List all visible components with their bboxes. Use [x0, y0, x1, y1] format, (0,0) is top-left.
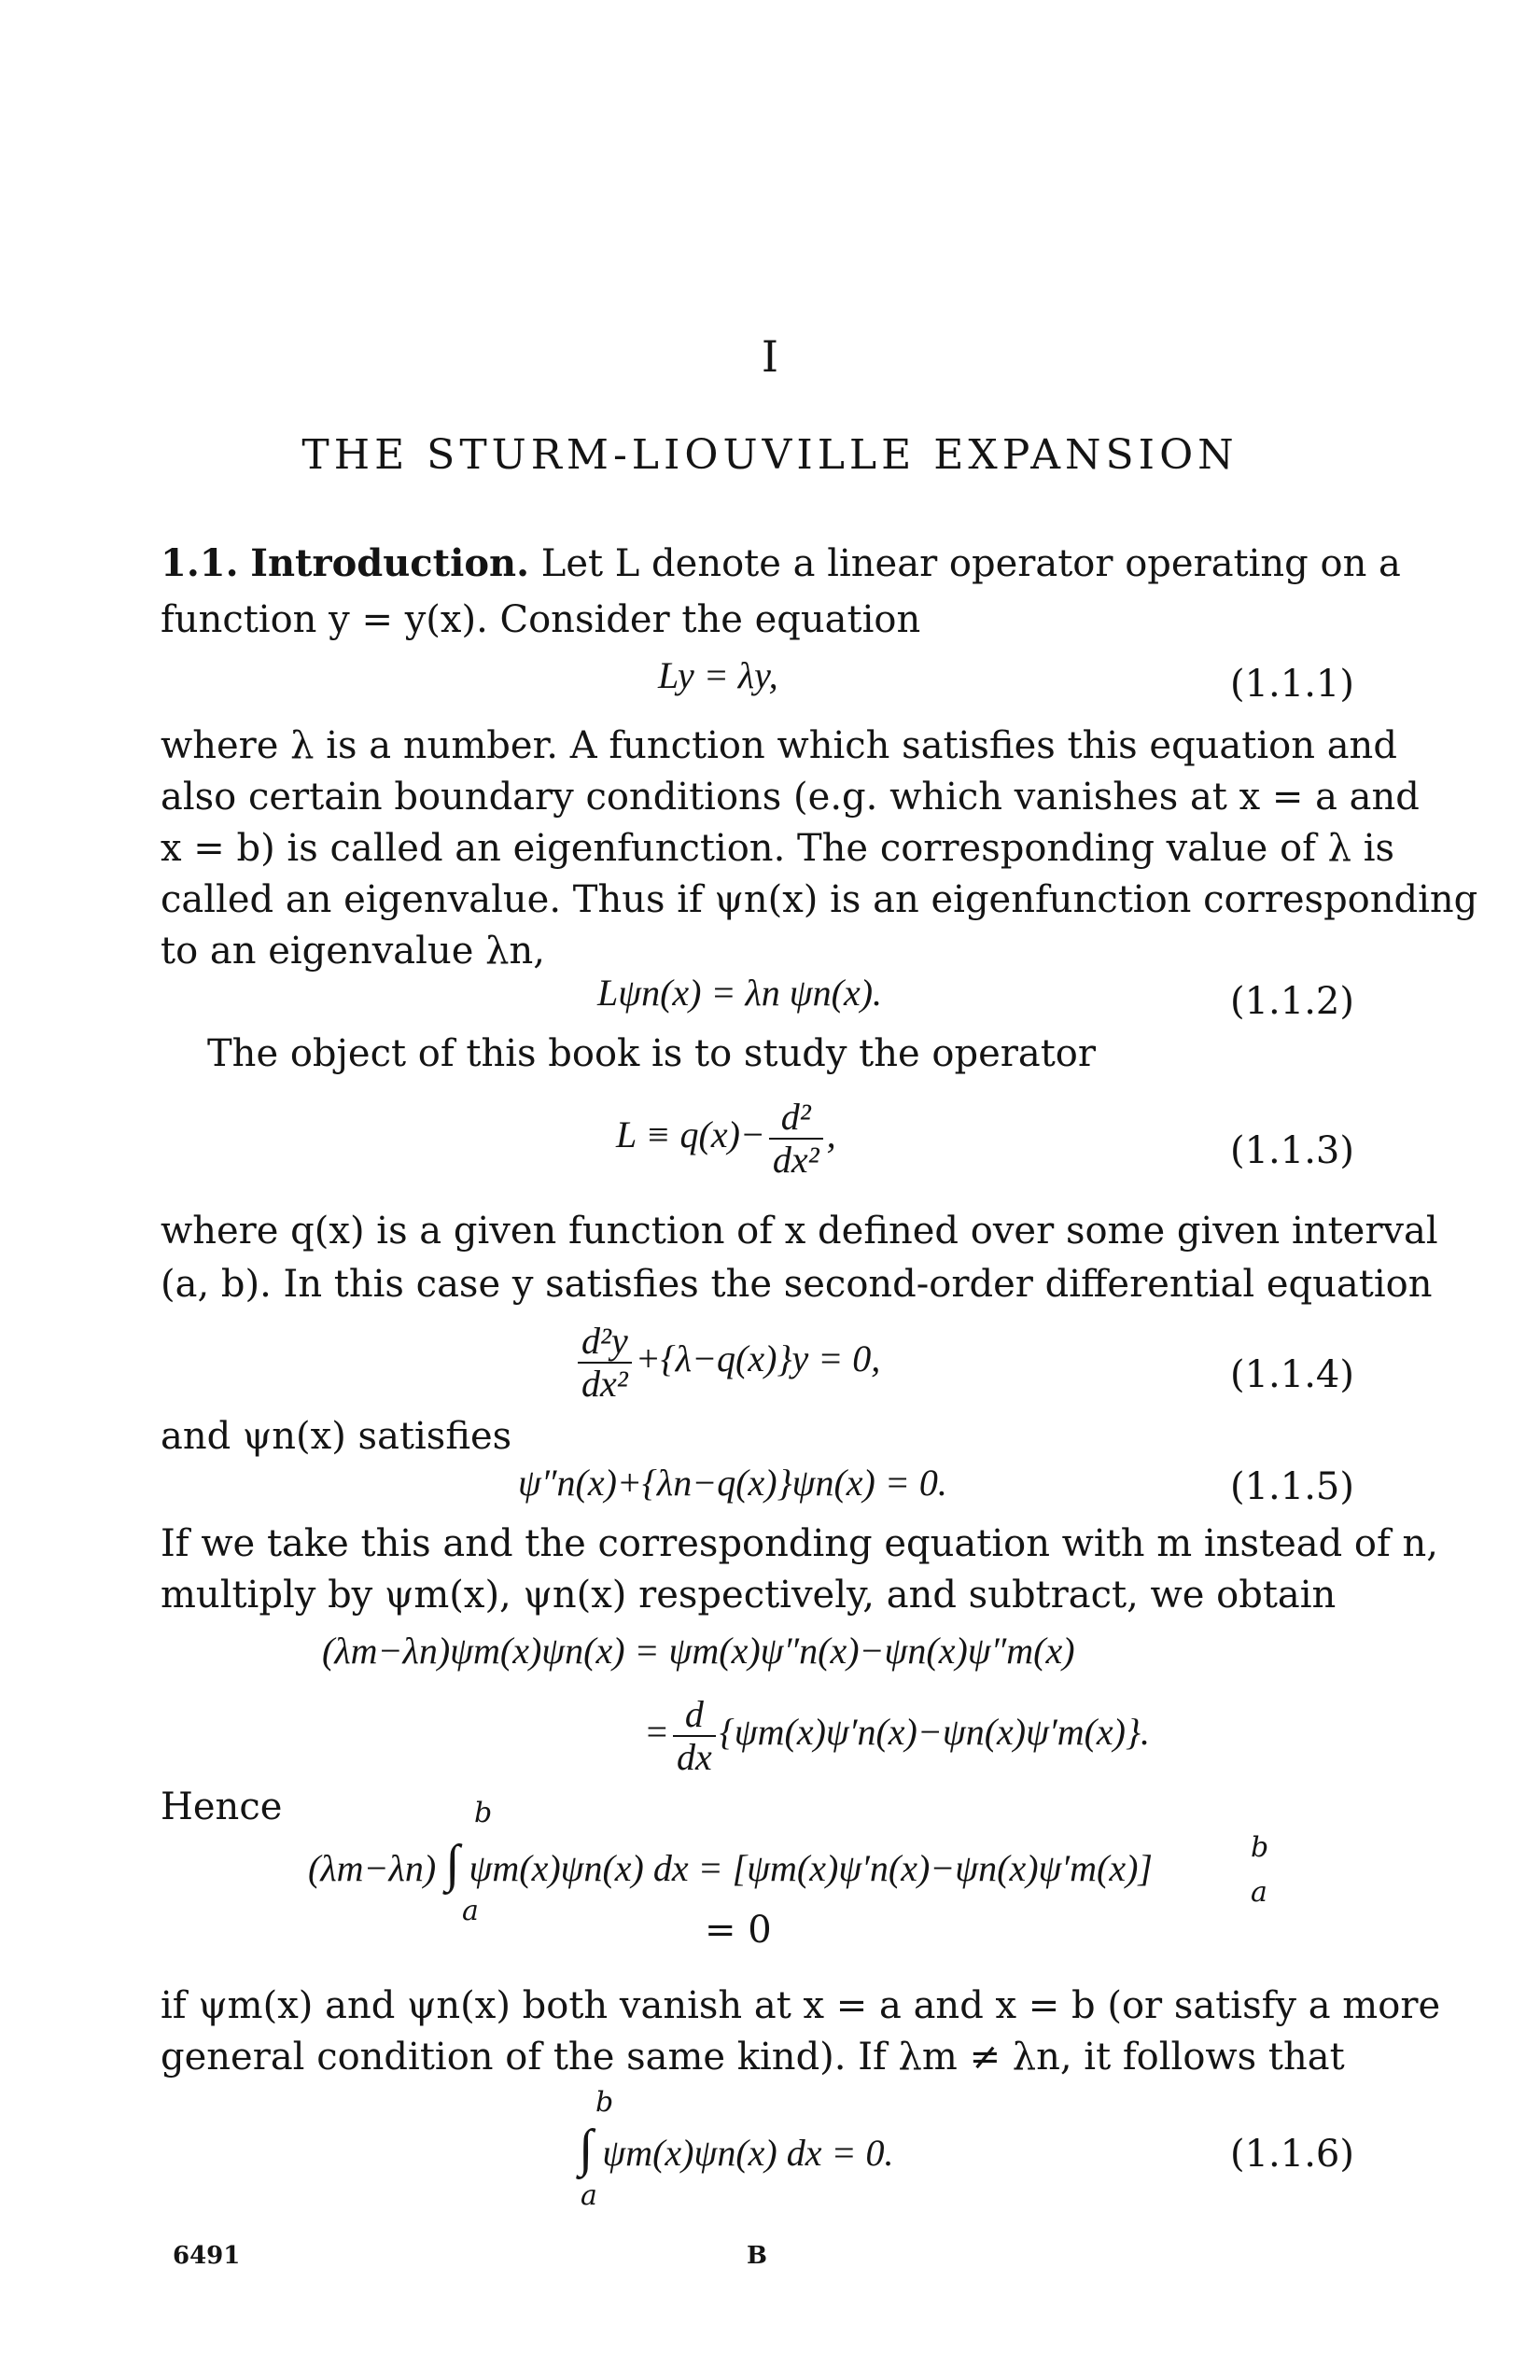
fraction-denominator: dx² — [581, 1363, 628, 1405]
paragraph-1-line-1: where λ is a number. A function which satisfies this equation and — [161, 724, 1397, 767]
section-text-line1: Let L denote a linear operator operating on a — [540, 542, 1401, 585]
equation-1-1-3 — [616, 1097, 836, 1181]
paragraph-6-line-2: general condition of the same kind). If λm ≠ λn, it follows that — [161, 2036, 1345, 2079]
equation-label-1-1-1: (1.1.1) — [1230, 663, 1354, 706]
fraction-numerator: d — [673, 1694, 716, 1737]
integral-sign-icon: ∫ — [579, 2120, 594, 2177]
paragraph-3-line-2: (a, b). In this case y satisfies the second-order differential equation — [161, 1263, 1433, 1306]
equation-1-1-4-rest: +{λ−q(x)}y = 0, — [635, 1337, 881, 1380]
section-number: 1.1. — [161, 541, 239, 585]
paragraph-2: The object of this book is to study the operator — [207, 1032, 1096, 1075]
integral-upper-limit: b — [474, 1797, 493, 1829]
equation-1-1-3-tail: , — [826, 1113, 836, 1156]
integral-equation — [308, 1834, 1153, 1894]
equation-1-1-1: Ly = λy, — [658, 654, 778, 696]
equation-1-1-3-lhs: L ≡ q(x)− — [616, 1113, 765, 1156]
section-intro-line — [161, 541, 1401, 586]
equation-1-1-3-fraction — [769, 1097, 823, 1181]
bracket-lower-limit: a — [1251, 1876, 1267, 1909]
paragraph-4: and ψn(x) satisfies — [161, 1415, 512, 1458]
equation-1-1-6 — [579, 2119, 893, 2178]
paragraph-1-line-2: also certain boundary conditions (e.g. which vanishes at x = a and — [161, 776, 1420, 819]
equation-label-1-1-6: (1.1.6) — [1230, 2133, 1354, 2176]
footer-signature-number: 6491 — [173, 2242, 241, 2270]
derivation-equals: = — [644, 1711, 669, 1754]
derivation-line-1: (λm−λn)ψm(x)ψn(x) = ψm(x)ψ″n(x)−ψn(x)ψ″m(x) — [322, 1630, 1075, 1672]
integral-lower-limit: a — [462, 1895, 479, 1927]
equation-label-1-1-3: (1.1.3) — [1230, 1129, 1354, 1172]
equation-label-1-1-2: (1.1.2) — [1230, 980, 1354, 1023]
paragraph-3-line-1: where q(x) is a given function of x defined over some given interval — [161, 1210, 1438, 1253]
equation-1-1-5: ψ″n(x)+{λn−q(x)}ψn(x) = 0. — [518, 1462, 947, 1504]
section-text-line2: function y = y(x). Consider the equation — [161, 598, 921, 641]
derivation-line-2 — [644, 1694, 1150, 1778]
derivation-rest: {ψm(x)ψ′n(x)−ψn(x)ψ′m(x)}. — [719, 1711, 1150, 1754]
integral-1-1-6-upper-limit: b — [595, 2086, 614, 2119]
paragraph-5-line-1: If we take this and the corresponding equation with m instead of n, — [161, 1522, 1438, 1565]
chapter-number: I — [761, 331, 779, 382]
equation-1-1-4 — [574, 1321, 880, 1405]
bracket-upper-limit: b — [1251, 1831, 1269, 1864]
equation-label-1-1-4: (1.1.4) — [1230, 1353, 1354, 1396]
paragraph-1-line-3: x = b) is called an eigenfunction. The corresponding value of λ is — [161, 827, 1395, 870]
fraction-numerator: d² — [769, 1097, 823, 1140]
equation-1-1-2: Lψn(x) = λn ψn(x). — [597, 972, 883, 1014]
paragraph-6-line-1: if ψm(x) and ψn(x) both vanish at x = a and x = b (or satisfy a more — [161, 1984, 1441, 2027]
integral-sign-icon: ∫ — [445, 1835, 460, 1893]
equation-1-1-4-fraction — [578, 1321, 632, 1405]
paragraph-1-line-4: called an eigenvalue. Thus if ψn(x) is an eigenfunction corresponding — [161, 878, 1478, 921]
chapter-title: THE STURM-LIOUVILLE EXPANSION — [301, 431, 1239, 479]
paragraph-5-line-2: multiply by ψm(x), ψn(x) respectively, and subtract, we obtain — [161, 1574, 1337, 1617]
integral-equals-zero: = 0 — [705, 1909, 772, 1952]
equation-1-1-6-expr: ψm(x)ψn(x) dx = 0. — [602, 2132, 894, 2174]
derivation-fraction — [673, 1694, 716, 1778]
fraction-numerator: d²y — [578, 1321, 632, 1364]
fraction-denominator: dx² — [772, 1139, 819, 1181]
paragraph-1-line-5: to an eigenvalue λn, — [161, 930, 545, 973]
integral-lhs-prefix: (λm−λn) — [308, 1847, 437, 1889]
section-heading: Introduction. — [250, 541, 530, 585]
integral-integrand: ψm(x)ψn(x) dx = [ψm(x)ψ′n(x)−ψn(x)ψ′m(x)] — [469, 1847, 1153, 1889]
footer-signature-letter: B — [747, 2242, 767, 2270]
hence-label: Hence — [161, 1785, 283, 1828]
integral-1-1-6-lower-limit: a — [581, 2179, 597, 2212]
equation-label-1-1-5: (1.1.5) — [1230, 1465, 1354, 1508]
fraction-denominator: dx — [677, 1736, 712, 1778]
